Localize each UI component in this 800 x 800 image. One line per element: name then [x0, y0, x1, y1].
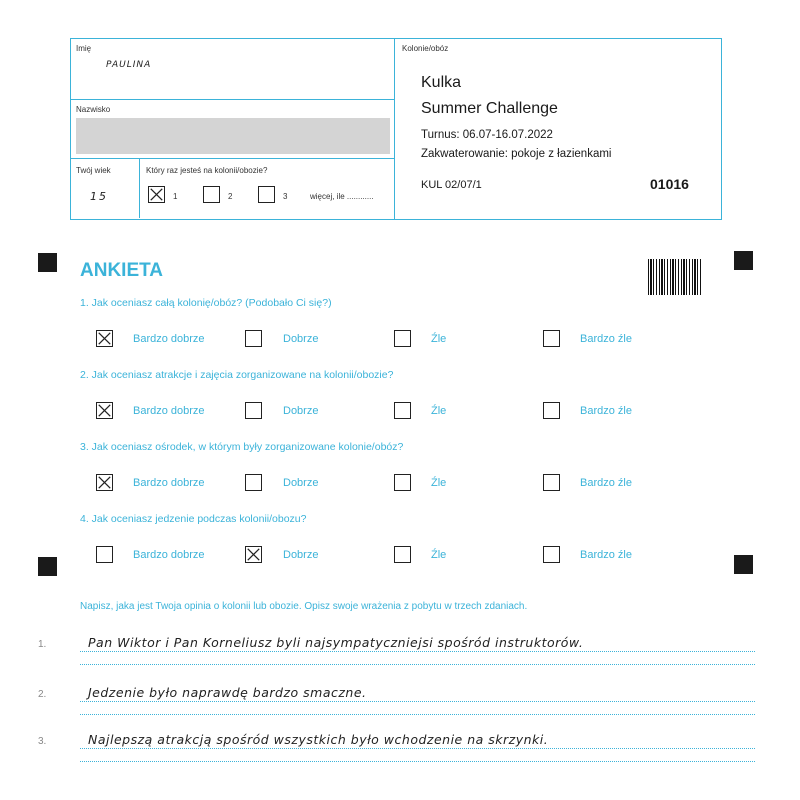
question-3-option-4-label: Bardzo źle — [580, 477, 632, 489]
question-3-text: 3. Jak oceniasz ośrodek, w którym były zorganizowane kolonie/obóz? — [80, 441, 404, 453]
question-4-checkbox-2[interactable] — [245, 546, 262, 563]
question-1-checkbox-2[interactable] — [245, 330, 262, 347]
times-checkbox-3[interactable] — [258, 186, 275, 203]
times-option-3: 3 — [283, 192, 288, 201]
opinion-line-3-dotted-rule-secondary — [80, 761, 755, 762]
header-divider-vertical — [394, 38, 395, 219]
question-3-checkbox-3[interactable] — [394, 474, 411, 491]
header-divider-2 — [70, 158, 395, 159]
opinion-line-2-dotted-rule — [80, 701, 755, 702]
opinion-prompt: Napisz, jaka jest Twoja opinia o kolonii lub obozie. Opisz swoje wrażenia z pobytu w trzech zdaniach. — [80, 601, 528, 612]
question-4-option-4-label: Bardzo źle — [580, 549, 632, 561]
question-2-checkbox-3[interactable] — [394, 402, 411, 419]
registration-marker-top-left — [38, 253, 57, 272]
registration-marker-bottom-left — [38, 557, 57, 576]
camp-name-line2: Summer Challenge — [421, 100, 558, 117]
opinion-line-1-answer[interactable]: Pan Wiktor i Pan Korneliusz byli najsympatyczniejsi spośród instruktorów. — [88, 635, 584, 650]
question-2-option-1-label: Bardzo dobrze — [133, 405, 205, 417]
question-1-checkbox-3[interactable] — [394, 330, 411, 347]
opinion-line-1-dotted-rule — [80, 651, 755, 652]
question-3-option-2-label: Dobrze — [283, 477, 319, 489]
opinion-line-2-dotted-rule-secondary — [80, 714, 755, 715]
question-4-checkbox-1[interactable] — [96, 546, 113, 563]
question-2-checkbox-1[interactable] — [96, 402, 113, 419]
times-more-label: więcej, ile ............ — [310, 192, 374, 201]
question-4-checkbox-3[interactable] — [394, 546, 411, 563]
question-3-option-3-label: Źle — [431, 477, 447, 489]
question-2-checkbox-4[interactable] — [543, 402, 560, 419]
times-option-2: 2 — [228, 192, 233, 201]
question-4-text: 4. Jak oceniasz jedzenie podczas kolonii/obozu? — [80, 513, 307, 525]
camp-label: Kolonie/obóz — [402, 44, 449, 53]
question-3-checkbox-4[interactable] — [543, 474, 560, 491]
question-3-option-1-label: Bardzo dobrze — [133, 477, 205, 489]
question-1-checkbox-4[interactable] — [543, 330, 560, 347]
times-option-1: 1 — [173, 192, 178, 201]
header-divider-1 — [70, 99, 395, 100]
age-value[interactable]: 15 — [90, 190, 108, 203]
question-2-text: 2. Jak oceniasz atrakcje i zajęcia zorganizowane na kolonii/obozie? — [80, 369, 394, 381]
question-2-option-2-label: Dobrze — [283, 405, 319, 417]
question-1-text: 1. Jak oceniasz całą kolonię/obóz? (Podobało Ci się?) — [80, 297, 332, 309]
age-label: Twój wiek — [76, 166, 111, 175]
opinion-line-2-number: 2. — [38, 689, 47, 700]
accommodation-text: Zakwaterowanie: pokoje z łazienkami — [421, 148, 612, 160]
name-value[interactable]: PAULINA — [106, 60, 152, 70]
opinion-line-3-answer[interactable]: Najlepszą atrakcją spośród wszystkich było wchodzenie na skrzynki. — [88, 732, 549, 747]
barcode — [648, 259, 703, 295]
surname-label: Nazwisko — [76, 105, 111, 114]
opinion-line-3-dotted-rule — [80, 748, 755, 749]
name-label: Imię — [76, 44, 92, 53]
question-4-checkbox-4[interactable] — [543, 546, 560, 563]
times-label: Który raz jesteś na kolonii/obozie? — [146, 166, 268, 175]
header-divider-age — [139, 158, 140, 218]
registration-marker-bottom-right — [734, 555, 753, 574]
registration-marker-top-right — [734, 251, 753, 270]
question-3-checkbox-2[interactable] — [245, 474, 262, 491]
surname-redacted — [76, 118, 390, 154]
camp-code: KUL 02/07/1 — [421, 179, 482, 191]
opinion-line-1-number: 1. — [38, 639, 47, 650]
times-checkbox-1[interactable] — [148, 186, 165, 203]
opinion-line-1-dotted-rule-secondary — [80, 664, 755, 665]
question-1-option-4-label: Bardzo źle — [580, 333, 632, 345]
question-4-option-2-label: Dobrze — [283, 549, 319, 561]
question-4-option-1-label: Bardzo dobrze — [133, 549, 205, 561]
question-2-option-4-label: Bardzo źle — [580, 405, 632, 417]
survey-title: ANKIETA — [80, 260, 164, 281]
camp-number: 01016 — [650, 176, 689, 192]
times-checkbox-2[interactable] — [203, 186, 220, 203]
opinion-line-2-answer[interactable]: Jedzenie było naprawdę bardzo smaczne. — [88, 685, 367, 700]
question-4-option-3-label: Źle — [431, 549, 447, 561]
question-1-option-1-label: Bardzo dobrze — [133, 333, 205, 345]
turnus-text: Turnus: 06.07-16.07.2022 — [421, 129, 553, 141]
opinion-line-3-number: 3. — [38, 736, 47, 747]
question-3-checkbox-1[interactable] — [96, 474, 113, 491]
question-2-option-3-label: Źle — [431, 405, 447, 417]
question-1-option-2-label: Dobrze — [283, 333, 319, 345]
question-1-option-3-label: Źle — [431, 333, 447, 345]
question-2-checkbox-2[interactable] — [245, 402, 262, 419]
camp-name-line1: Kulka — [421, 74, 462, 91]
question-1-checkbox-1[interactable] — [96, 330, 113, 347]
